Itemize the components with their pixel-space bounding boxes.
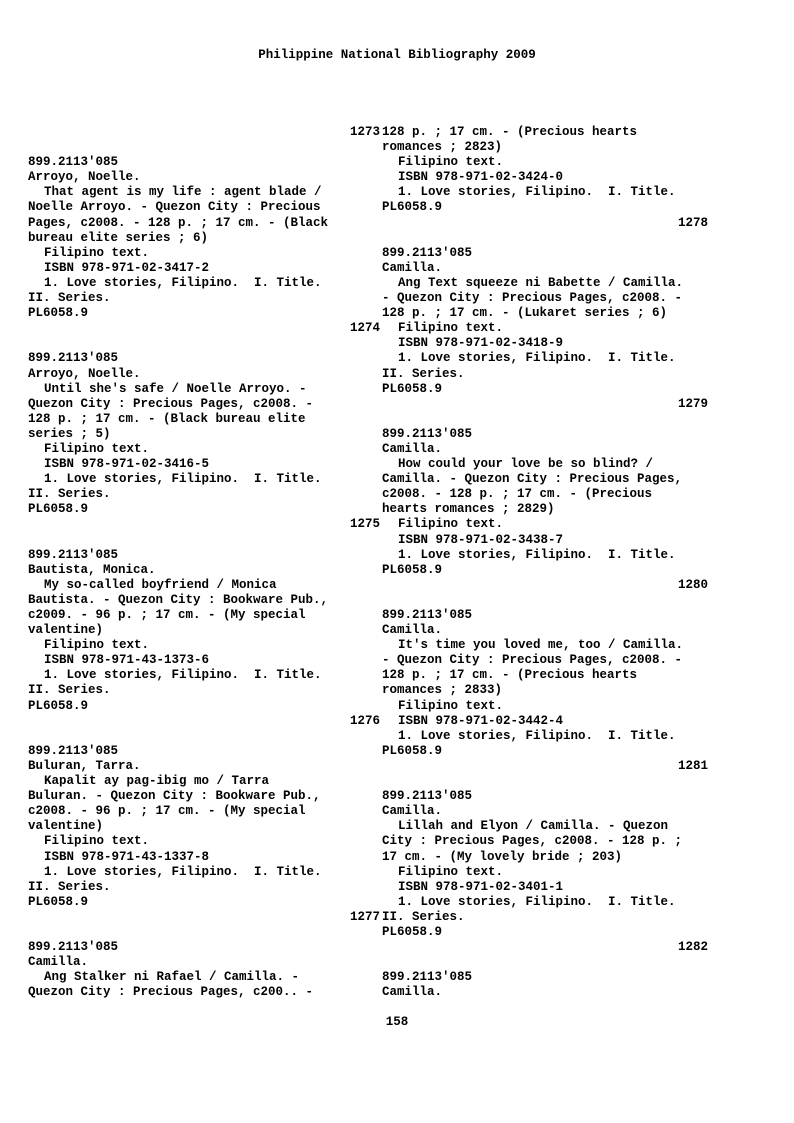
- entry-line: 899.2113'085: [28, 743, 119, 758]
- entry-line: ISBN 978-971-02-3438-7: [398, 532, 564, 547]
- entry-line: II. Series.: [382, 366, 465, 381]
- page-title: Philippine National Bibliography 2009: [258, 48, 536, 62]
- entry-line: Lillah and Elyon / Camilla. - Quezon: [398, 819, 669, 834]
- entry-line: Bautista. - Quezon City : Bookware Pub.,: [28, 592, 329, 607]
- entry-line: ISBN 978-971-02-3401-1: [398, 879, 564, 894]
- entry-line: My so-called boyfriend / Monica: [44, 577, 277, 592]
- entry-line: Kapalit ay pag-ibig mo / Tarra: [44, 774, 270, 789]
- entry-line: ISBN 978-971-02-3442-4: [398, 713, 564, 728]
- entry-line: II. Series.: [28, 487, 111, 502]
- entry-line: valentine): [28, 623, 104, 638]
- entry-number: 1278: [677, 215, 708, 230]
- entry-line: 899.2113'085: [28, 547, 119, 562]
- entry-line: 899.2113'085: [382, 426, 473, 441]
- entry-line: 899.2113'085: [28, 155, 119, 170]
- entry-line: Ang Text squeeze ni Babette / Camilla.: [398, 275, 684, 290]
- entry-line: II. Series.: [382, 909, 465, 924]
- entry-line: Camilla.: [382, 804, 443, 819]
- entry-line: PL6058.9: [28, 306, 89, 321]
- entry-line: Pages, c2008. - 128 p. ; 17 cm. - (Black: [28, 215, 329, 230]
- entry-line: Filipino text.: [398, 517, 504, 532]
- entry-number: 1274: [349, 321, 380, 336]
- entry-number: 1279: [677, 396, 708, 411]
- entry-line: Filipino text.: [398, 321, 504, 336]
- entry-line: 1. Love stories, Filipino. I. Title.: [398, 728, 676, 743]
- entry-line: Camilla.: [382, 985, 443, 1000]
- left-column: [28, 125, 380, 1000]
- entry-line: - Quezon City : Precious Pages, c2008. -: [382, 653, 683, 668]
- entry-number: 1280: [677, 577, 708, 592]
- entry-line: ISBN 978-971-43-1337-8: [44, 849, 210, 864]
- entry-line: romances ; 2823): [382, 140, 503, 155]
- entry-line: 899.2113'085: [382, 970, 473, 985]
- entry-line: PL6058.9: [28, 894, 89, 909]
- entry-line: 1. Love stories, Filipino. I. Title.: [398, 185, 676, 200]
- entry-line: ISBN 978-971-02-3418-9: [398, 336, 564, 351]
- entry-line: ISBN 978-971-43-1373-6: [44, 653, 210, 668]
- entry-line: Camilla.: [28, 955, 89, 970]
- blank-line: [28, 925, 380, 940]
- entry-line: 128 p. ; 17 cm. - (Precious hearts: [382, 668, 638, 683]
- entry-line: c2008. - 96 p. ; 17 cm. - (My special: [28, 804, 306, 819]
- entry-number: 1275: [349, 517, 380, 532]
- entry-line: Until she's safe / Noelle Arroyo. -: [44, 381, 307, 396]
- entry-line: Noelle Arroyo. - Quezon City : Precious: [28, 200, 321, 215]
- entry-line: 128 p. ; 17 cm. - (Precious hearts: [382, 125, 638, 139]
- entry-line: PL6058.9: [382, 562, 443, 577]
- entry-number: 1282: [677, 940, 708, 955]
- entry-line: - Quezon City : Precious Pages, c2008. -: [382, 291, 683, 306]
- entry-line: Ang Stalker ni Rafael / Camilla. -: [44, 970, 300, 985]
- blank-line: [28, 336, 380, 351]
- blank-line: [28, 729, 380, 744]
- entry-number: 1276: [349, 713, 380, 728]
- entry-line: 899.2113'085: [382, 245, 473, 260]
- entry-number: 1277: [349, 909, 380, 924]
- entry-line: 899.2113'085: [382, 789, 473, 804]
- blank-line: [28, 533, 380, 548]
- entry-line: Filipino text.: [398, 698, 504, 713]
- entry-line: 128 p. ; 17 cm. - (Lukaret series ; 6): [382, 306, 668, 321]
- entry-line: hearts romances ; 2829): [382, 502, 555, 517]
- entry-line: PL6058.9: [382, 200, 443, 215]
- entry-line: Filipino text.: [398, 155, 504, 170]
- entry-line: Buluran, Tarra.: [28, 758, 141, 773]
- entry-line: Filipino text.: [398, 864, 504, 879]
- entry-line: It's time you loved me, too / Camilla.: [398, 638, 684, 653]
- entry-line: II. Series.: [28, 683, 111, 698]
- entry-line: PL6058.9: [382, 381, 443, 396]
- entry-line: 1. Love stories, Filipino. I. Title.: [44, 472, 322, 487]
- entry-number: 1273: [349, 125, 380, 139]
- page-number: 158: [385, 1015, 409, 1029]
- entry-line: Bautista, Monica.: [28, 562, 156, 577]
- entry-line: ISBN 978-971-02-3424-0: [398, 170, 564, 185]
- entry-line: 1. Love stories, Filipino. I. Title.: [44, 864, 322, 879]
- entry-line: c2008. - 128 p. ; 17 cm. - (Precious: [382, 487, 653, 502]
- entry-line: Arroyo, Noelle.: [28, 170, 141, 185]
- entry-line: series ; 5): [28, 426, 111, 441]
- entry-line: City : Precious Pages, c2008. - 128 p. ;: [382, 834, 683, 849]
- entry-line: 1. Love stories, Filipino. I. Title.: [44, 668, 322, 683]
- entry-line: 1. Love stories, Filipino. I. Title.: [398, 351, 676, 366]
- entry-line: Camilla.: [382, 260, 443, 275]
- right-column: [382, 125, 708, 1000]
- entry-line: II. Series.: [28, 879, 111, 894]
- entry-line: romances ; 2833): [382, 683, 503, 698]
- blank-line: [382, 593, 708, 608]
- entry-line: Arroyo, Noelle.: [28, 366, 141, 381]
- entry-line: 1. Love stories, Filipino. I. Title.: [44, 275, 322, 290]
- entry-line: Camilla.: [382, 441, 443, 456]
- entry-line: How could your love be so blind? /: [398, 457, 654, 472]
- entry-line: 899.2113'085: [28, 940, 119, 955]
- blank-line: [382, 955, 708, 970]
- entry-line: II. Series.: [28, 291, 111, 306]
- entry-line: Filipino text.: [44, 245, 150, 260]
- entry-line: Buluran. - Quezon City : Bookware Pub.,: [28, 789, 321, 804]
- entry-line: ISBN 978-971-02-3417-2: [44, 260, 210, 275]
- entry-line: 1. Love stories, Filipino. I. Title.: [398, 547, 676, 562]
- entry-line: 128 p. ; 17 cm. - (Black bureau elite: [28, 411, 306, 426]
- entry-line: c2009. - 96 p. ; 17 cm. - (My special: [28, 608, 306, 622]
- entry-line: Filipino text.: [44, 834, 150, 849]
- entry-line: valentine): [28, 819, 104, 834]
- entry-line: 17 cm. - (My lovely bride ; 203): [382, 849, 623, 864]
- entry-line: bureau elite series ; 6): [28, 230, 209, 245]
- entry-line: Filipino text.: [44, 638, 150, 653]
- entry-line: 1. Love stories, Filipino. I. Title.: [398, 894, 676, 909]
- entry-line: Camilla.: [382, 623, 443, 638]
- blank-line: [28, 140, 380, 155]
- entry-line: Filipino text.: [44, 441, 150, 456]
- entry-line: That agent is my life : agent blade /: [44, 185, 322, 200]
- entry-line: PL6058.9: [28, 698, 89, 713]
- blank-line: [382, 774, 708, 789]
- entry-line: Quezon City : Precious Pages, c2008. -: [28, 396, 314, 411]
- blank-line: [382, 231, 708, 246]
- entry-line: PL6058.9: [28, 502, 89, 517]
- entry-line: Camilla. - Quezon City : Precious Pages,: [382, 472, 683, 487]
- entry-line: PL6058.9: [382, 743, 443, 758]
- entry-line: ISBN 978-971-02-3416-5: [44, 457, 210, 472]
- entry-line: 899.2113'085: [382, 608, 473, 622]
- entry-line: Quezon City : Precious Pages, c200.. -: [28, 985, 314, 1000]
- blank-line: [382, 412, 708, 427]
- entry-number: 1281: [677, 758, 708, 773]
- entry-line: PL6058.9: [382, 924, 443, 939]
- entry-line: 899.2113'085: [28, 351, 119, 366]
